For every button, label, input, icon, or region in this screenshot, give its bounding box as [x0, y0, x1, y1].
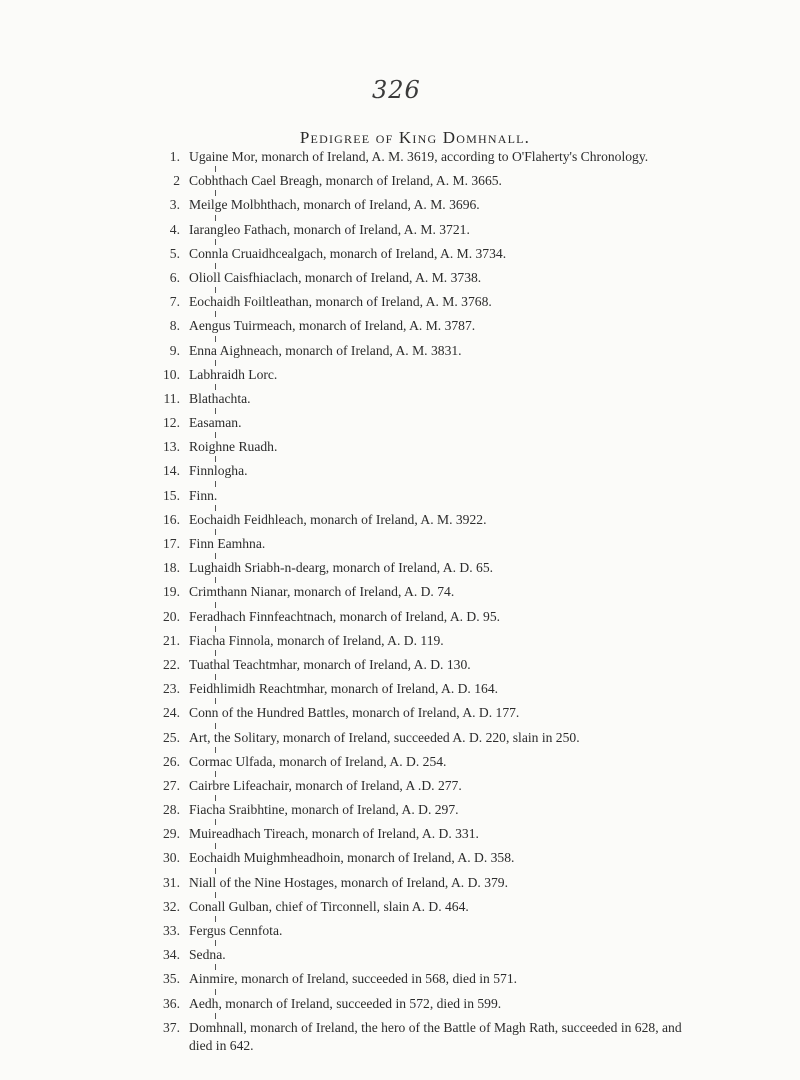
- pedigree-entry: [0, 196, 800, 220]
- entry-number: 14.: [163, 463, 180, 479]
- entry-number: 22.: [163, 656, 180, 672]
- pedigree-entry: [0, 511, 800, 535]
- entry-text: Labhraidh Lorc.: [189, 366, 278, 382]
- pedigree-list: [0, 148, 800, 1053]
- pedigree-entry: [0, 898, 800, 922]
- entry-text: Domhnall, monarch of Ireland, the hero of the Battle of Magh Rath, succeeded in 628, and died in 642.: [189, 1019, 682, 1053]
- pedigree-entry: [0, 777, 800, 801]
- pedigree-entry: [0, 583, 800, 607]
- entry-text: Olioll Caisfhiaclach, monarch of Ireland, A. M. 3738.: [189, 269, 482, 285]
- entry-number: 24.: [163, 705, 180, 721]
- pedigree-entry: [0, 390, 800, 414]
- entry-text: Feradhach Finnfeachtnach, monarch of Ireland, A. D. 95.: [189, 608, 501, 624]
- entry-number: 13.: [163, 439, 180, 455]
- entry-text: Finnlogha.: [189, 463, 248, 479]
- pedigree-entry: [0, 1019, 800, 1053]
- entry-text: Eochaidh Foiltleathan, monarch of Ireland, A. M. 3768.: [189, 294, 492, 310]
- page-title: Pedigree of King Domhnall.: [299, 128, 531, 147]
- entry-text: Art, the Solitary, monarch of Ireland, succeeded A. D. 220, slain in 250.: [189, 729, 580, 745]
- entry-text: Conn of the Hundred Battles, monarch of Ireland, A. D. 177.: [189, 705, 520, 721]
- entry-text: Tuathal Teachtmhar, monarch of Ireland, A. D. 130.: [189, 656, 471, 672]
- entry-text: Enna Aighneach, monarch of Ireland, A. M. 3831.: [189, 342, 462, 358]
- pedigree-entry: [0, 245, 800, 269]
- pedigree-entry: [0, 608, 800, 632]
- pedigree-entry: [0, 704, 800, 728]
- entry-number: 12.: [163, 415, 180, 431]
- entry-number: 11.: [163, 390, 180, 406]
- entry-number: 30.: [163, 850, 180, 866]
- pedigree-entry: [0, 366, 800, 390]
- entry-number: 33.: [163, 923, 180, 938]
- pedigree-entry: [0, 995, 800, 1019]
- entry-number: 27.: [163, 777, 180, 793]
- pedigree-entry: [0, 293, 800, 317]
- entry-number: 31.: [163, 874, 180, 890]
- pedigree-entry: [0, 414, 800, 438]
- pedigree-entry: [0, 680, 800, 704]
- entry-number: 17.: [163, 536, 180, 551]
- entry-text: Blathachta.: [189, 390, 251, 406]
- entry-text: Aedh, monarch of Ireland, succeeded in 572, died in 599.: [189, 995, 502, 1011]
- entry-text: Fiacha Sraibhtine, monarch of Ireland, A. D. 297.: [189, 802, 459, 818]
- entry-text: Niall of the Nine Hostages, monarch of Ireland, A. D. 379.: [189, 874, 508, 890]
- entry-text: Eochaidh Feidhleach, monarch of Ireland, A. M. 3922.: [189, 511, 487, 527]
- entry-text: Finn.: [189, 487, 218, 503]
- entry-text: Crimthann Nianar, monarch of Ireland, A. D. 74.: [189, 584, 455, 600]
- entry-number: 4.: [169, 221, 180, 237]
- entry-text: Lughaidh Sriabh-n-dearg, monarch of Ireland, A. D. 65.: [189, 560, 494, 576]
- entry-text: Muireadhach Tireach, monarch of Ireland, A. D. 331.: [189, 826, 479, 842]
- pedigree-entry: [0, 535, 800, 559]
- entry-number: 23.: [163, 681, 180, 697]
- entry-number: 5.: [169, 245, 180, 261]
- pedigree-entry: [0, 656, 800, 680]
- entry-number: 25.: [163, 729, 180, 745]
- entry-number: 35.: [163, 971, 180, 987]
- entry-text: Ainmire, monarch of Ireland, succeeded in 568, died in 571.: [189, 971, 518, 987]
- entry-number: 18.: [163, 560, 180, 576]
- entry-number: 15.: [163, 487, 180, 503]
- entry-number: 21.: [163, 632, 180, 648]
- entry-text: Fiacha Finnola, monarch of Ireland, A. D. 119.: [189, 632, 444, 648]
- entry-number: 9.: [169, 342, 180, 358]
- entry-number: 36.: [163, 995, 180, 1011]
- entry-number: 20.: [163, 608, 180, 624]
- pedigree-entry: [0, 221, 800, 245]
- pedigree-entry: [0, 172, 800, 196]
- entry-number: 7.: [169, 294, 180, 310]
- entry-text: Easaman.: [189, 415, 242, 431]
- entry-text: Feidhlimidh Reachtmhar, monarch of Ireland, A. D. 164.: [189, 681, 499, 697]
- entry-text: Sedna.: [189, 947, 226, 963]
- entry-number: 1.: [169, 149, 180, 164]
- pedigree-entry: [0, 317, 800, 341]
- entry-number: 16.: [163, 511, 180, 527]
- entry-number: 8.: [169, 318, 180, 334]
- pedigree-entry: [0, 849, 800, 873]
- entry-text: Connla Cruaidhcealgach, monarch of Ireland, A. M. 3734.: [189, 245, 507, 261]
- entry-number: 28.: [163, 802, 180, 818]
- pedigree-entry: [0, 825, 800, 849]
- entry-text: Cairbre Lifeachair, monarch of Ireland, A .D. 277.: [189, 777, 462, 793]
- entry-number: 37.: [163, 1019, 180, 1035]
- pedigree-entry: [0, 874, 800, 898]
- entry-number: 10.: [163, 366, 180, 382]
- entry-text: Cormac Ulfada, monarch of Ireland, A. D. 254.: [189, 753, 447, 769]
- pedigree-entry: [0, 729, 800, 753]
- entry-number: 32.: [163, 898, 180, 914]
- entry-text: Ugaine Mor, monarch of Ireland, A. M. 3619, according to O'Flaherty's Chronology.: [189, 149, 649, 164]
- entry-number: 26.: [163, 753, 180, 769]
- pedigree-entry: [0, 946, 800, 970]
- page-number: 326: [372, 76, 421, 104]
- entry-text: Aengus Tuirmeach, monarch of Ireland, A. M. 3787.: [189, 318, 476, 334]
- entry-text: Eochaidh Muighmheadhoin, monarch of Ireland, A. D. 358.: [189, 850, 515, 866]
- pedigree-entry: [0, 801, 800, 825]
- pedigree-entry: [0, 922, 800, 946]
- entry-text: Roighne Ruadh.: [189, 439, 278, 455]
- entry-text: Iarangleo Fathach, monarch of Ireland, A. M. 3721.: [189, 221, 470, 237]
- entry-text: Conall Gulban, chief of Tirconnell, slain A. D. 464.: [189, 898, 469, 914]
- pedigree-entry: [0, 487, 800, 511]
- pedigree-entry: [0, 559, 800, 583]
- pedigree-entry: [0, 632, 800, 656]
- entry-number: 2: [173, 173, 180, 189]
- pedigree-entry: [0, 148, 800, 172]
- entry-text: Meilge Molbhthach, monarch of Ireland, A. M. 3696.: [189, 197, 480, 213]
- entry-number: 6.: [169, 269, 180, 285]
- entry-text: Finn Eamhna.: [189, 536, 266, 551]
- pedigree-entry: [0, 438, 800, 462]
- entry-number: 19.: [163, 584, 180, 600]
- entry-text: Cobhthach Cael Breagh, monarch of Ireland, A. M. 3665.: [189, 173, 502, 189]
- pedigree-entry: [0, 269, 800, 293]
- entry-text: Fergus Cennfota.: [189, 923, 283, 938]
- entry-number: 34.: [163, 947, 180, 963]
- pedigree-entry: [0, 462, 800, 486]
- pedigree-entry: [0, 753, 800, 777]
- pedigree-entry: [0, 342, 800, 366]
- entry-number: 3.: [169, 197, 180, 213]
- pedigree-entry: [0, 970, 800, 994]
- entry-number: 29.: [163, 826, 180, 842]
